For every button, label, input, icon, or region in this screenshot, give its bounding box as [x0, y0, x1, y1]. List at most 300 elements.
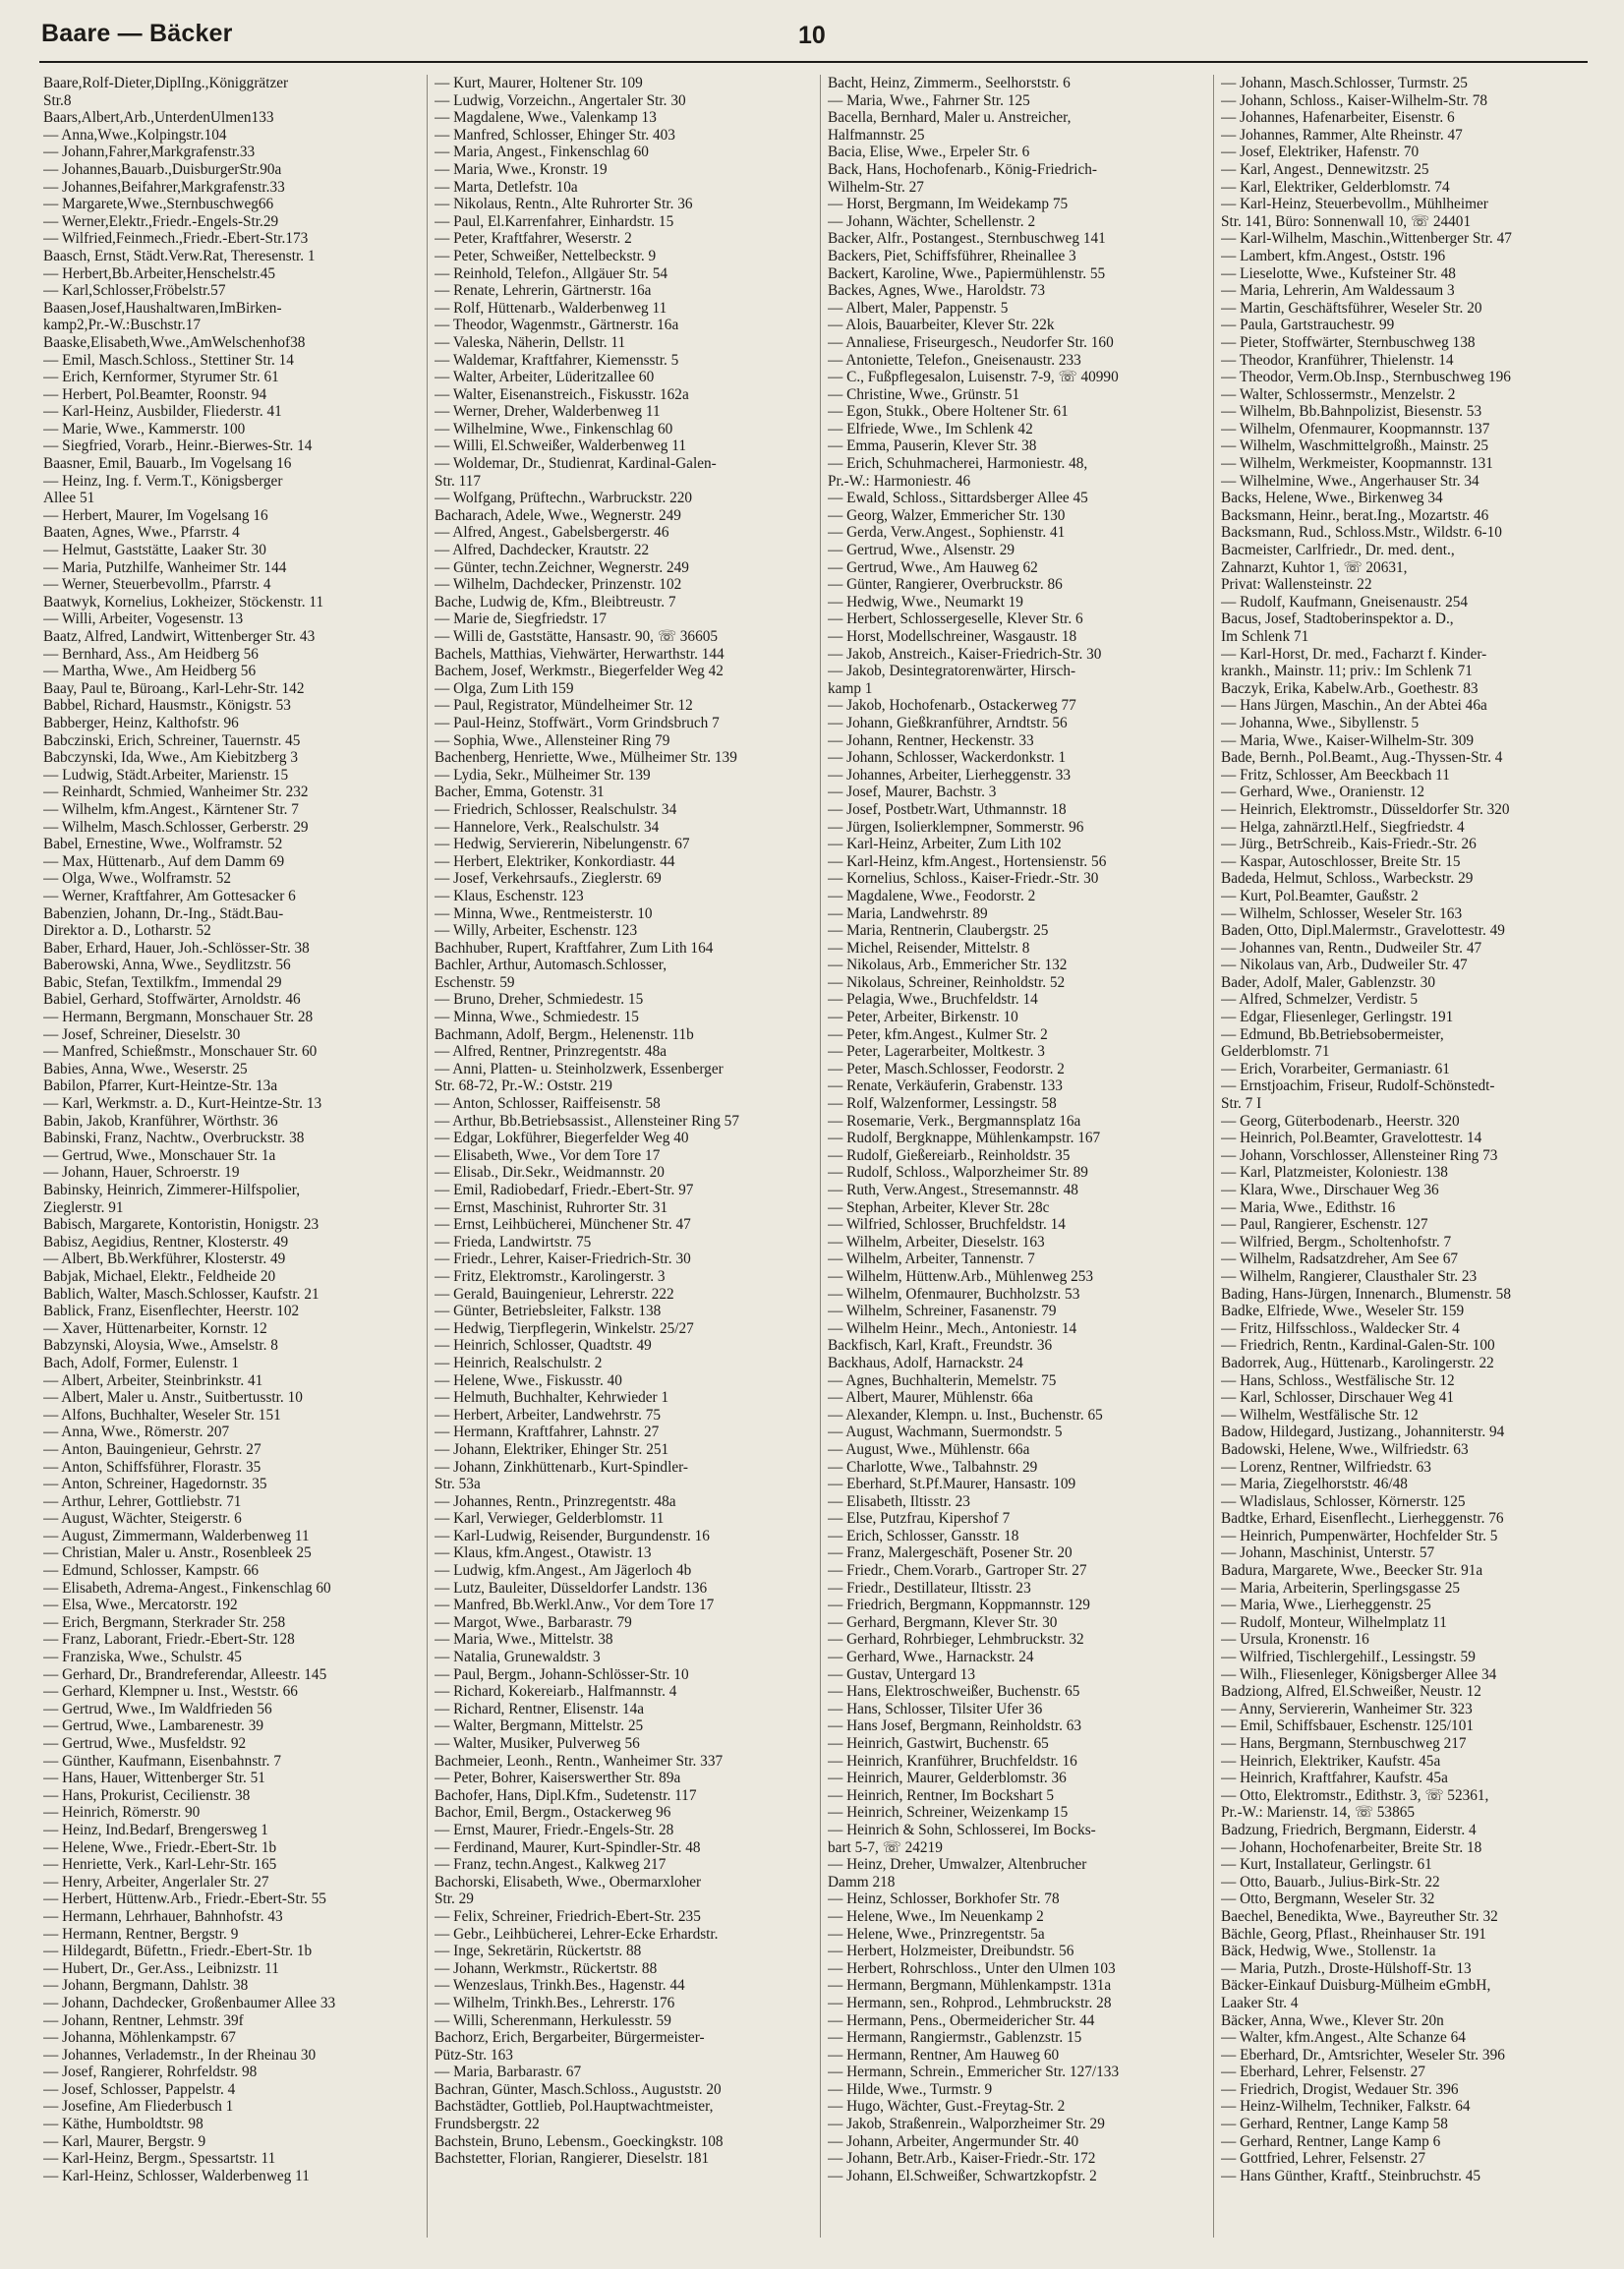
directory-entry-line: — Gerald, Bauingenieur, Lehrerstr. 222 [435, 1285, 674, 1303]
directory-entry-line: — C., Fußpflegesalon, Luisenstr. 7-9, ☏ 40990 [828, 369, 1119, 386]
directory-entry-line: — Christine, Wwe., Grünstr. 51 [828, 385, 1020, 403]
directory-entry-line: — Johannes,Bauarb.,DuisburgerStr.90a [43, 160, 282, 178]
directory-entry-line: Baaske,Elisabeth,Wwe.,AmWelschenhof38 [43, 333, 306, 351]
directory-entry-line: — Maria, Wwe., Kaiser-Wilhelm-Str. 309 [1221, 731, 1475, 749]
directory-entry-line: Bachran, Günter, Masch.Schloss., Auguststr. 20 [435, 2080, 722, 2098]
directory-entry-line: — Heinrich, Pol.Beamter, Gravelottestr. 14 [1221, 1130, 1482, 1147]
directory-entry-line: — Henriette, Verk., Karl-Lehr-Str. 165 [43, 1856, 277, 1874]
directory-entry-line: — Gertrud, Wwe., Musfeldstr. 92 [43, 1735, 247, 1752]
directory-entry-line: — Heinz-Wilhelm, Techniker, Falkstr. 64 [1221, 2098, 1471, 2116]
directory-entry-line: Bacmeister, Carlfriedr., Dr. med. dent., [1221, 542, 1455, 559]
directory-entry-line: — Heinz, Ind.Bedarf, Brengersweg 1 [43, 1821, 268, 1838]
directory-entry-line: Gelderblomstr. 71 [1221, 1043, 1330, 1061]
directory-entry-line: — Edgar, Lokführer, Biegerfelder Weg 40 [435, 1130, 689, 1147]
directory-entry-line: — Paul, Rangierer, Eschenstr. 127 [1221, 1216, 1428, 1234]
directory-entry-line: — Richard, Rentner, Elisenstr. 14a [435, 1700, 645, 1717]
directory-entry-line: — Alfred, Schmelzer, Verdistr. 5 [1221, 991, 1419, 1009]
directory-entry-line: — Erich, Schlosser, Gansstr. 18 [828, 1527, 1019, 1544]
directory-entry-line: — Johann, Schloss., Kaiser-Wilhelm-Str. 78 [1221, 91, 1487, 109]
directory-entry-line: — Maria, Ziegelhorststr. 46/48 [1221, 1476, 1408, 1493]
directory-entry-line: Baberowski, Anna, Wwe., Seydlitzstr. 56 [43, 957, 291, 974]
directory-entry-line: — Magdalene, Wwe., Feodorstr. 2 [828, 887, 1036, 904]
directory-entry-line: Badow, Hildegard, Justizang., Johanniterstr. 94 [1221, 1424, 1505, 1441]
directory-entry-line: — Bernhard, Ass., Am Heidberg 56 [43, 645, 259, 663]
directory-entry-line: Babisch, Margarete, Kontoristin, Honigstr. 23 [43, 1216, 319, 1234]
directory-entry-line: — Johann, Masch.Schlosser, Turmstr. 25 [1221, 75, 1468, 91]
directory-entry-line: — Ludwig, kfm.Angest., Am Jägerloch 4b [435, 1562, 692, 1580]
directory-entry-line: — Wilhelm, Westfälische Str. 12 [1221, 1406, 1419, 1424]
directory-entry-line: — Maria, Barbarastr. 67 [435, 2064, 582, 2081]
directory-entry-line: — Johann, Schlosser, Wackerdonkstr. 1 [828, 749, 1067, 767]
directory-entry-line: — Paul-Heinz, Stoffwärt., Vorm Grindsbruch 7 [435, 714, 720, 731]
directory-entry-line: Bachstetter, Florian, Rangierer, Dieselstr. 181 [435, 2150, 710, 2168]
directory-entry-line: — Karl-Ludwig, Reisender, Burgundenstr. 16 [435, 1527, 710, 1544]
directory-entry-line: — Gerhard, Klempner u. Inst., Weststr. 66 [43, 1683, 298, 1701]
directory-entry-line: — Heinz, Dreher, Umwalzer, Altenbrucher [828, 1856, 1087, 1874]
directory-entry-line: — Erich, Schuhmacherei, Harmoniestr. 48, [828, 455, 1088, 473]
directory-entry-line: Baber, Erhard, Hauer, Joh.-Schlösser-Str. 38 [43, 939, 310, 957]
directory-entry-line: — Wilhelm, Schlosser, Weseler Str. 163 [1221, 904, 1463, 922]
directory-entry-line: — Hubert, Dr., Ger.Ass., Leibnizstr. 11 [43, 1959, 279, 1977]
directory-entry-line: — Lambert, kfm.Angest., Oststr. 196 [1221, 247, 1446, 264]
directory-entry-line: Backert, Karoline, Wwe., Papiermühlenstr. 55 [828, 264, 1106, 282]
directory-entry-line: Str. 53a [435, 1476, 481, 1493]
directory-entry-line: — Annaliese, Friseurgesch., Neudorfer Str. 160 [828, 333, 1114, 351]
directory-entry-line: Backes, Agnes, Wwe., Haroldstr. 73 [828, 282, 1046, 300]
directory-entry-line: — Wilhelm, Schreiner, Fasanenstr. 79 [828, 1303, 1057, 1320]
column-divider [427, 75, 428, 2238]
directory-entry-line: — Peter, Kraftfahrer, Weserstr. 2 [435, 230, 632, 248]
directory-entry-line: — Jürg., BetrSchreib., Kais-Friedr.-Str. 26 [1221, 836, 1477, 853]
directory-entry-line: — Maria, Angest., Finkenschlag 60 [435, 144, 649, 161]
directory-entry-line: — Gottfried, Lehrer, Felsenstr. 27 [1221, 2150, 1425, 2168]
directory-entry-line: — Paul, Registrator, Mündelheimer Str. 12 [435, 697, 693, 715]
directory-entry-line: — Anton, Schreiner, Hagedornstr. 35 [43, 1476, 267, 1493]
directory-entry-line: Babczinski, Erich, Schreiner, Tauernstr. 45 [43, 731, 301, 749]
directory-entry-line: — Eberhard, Dr., Amtsrichter, Weseler Str. 396 [1221, 2046, 1505, 2064]
directory-entry-line: — Siegfried, Vorarb., Heinr.-Bierwes-Str. 14 [43, 437, 313, 455]
directory-column-2 [435, 75, 806, 2168]
directory-entry-line: — Günter, Betriebsleiter, Falkstr. 138 [435, 1303, 662, 1320]
directory-entry-line: Bacus, Josef, Stadtoberinspektor a. D., [1221, 611, 1454, 628]
directory-entry-line: — Wilhelm, kfm.Angest., Kärntener Str. 7 [43, 800, 299, 818]
directory-entry-line: Bacia, Elise, Wwe., Erpeler Str. 6 [828, 144, 1030, 161]
directory-entry-line: Bacher, Emma, Gotenstr. 31 [435, 784, 605, 801]
directory-entry-line: — Max, Hüttenarb., Auf dem Damm 69 [43, 852, 285, 870]
directory-entry-line: Im Schlenk 71 [1221, 628, 1309, 645]
directory-entry-line: Baechel, Benedikta, Wwe., Bayreuther Str. 32 [1221, 1907, 1498, 1925]
directory-entry-line: — Heinrich, Kraftfahrer, Kaufstr. 45a [1221, 1770, 1448, 1787]
directory-entry-line: — Anna,Wwe.,Kolpingstr.104 [43, 126, 227, 144]
directory-entry-line: — Anni, Platten- u. Steinholzwerk, Essenberger [435, 1060, 724, 1077]
directory-entry-line: — Wilhelm, Rangierer, Clausthaler Str. 23 [1221, 1267, 1478, 1285]
directory-entry-line: — Ernstjoachim, Friseur, Rudolf-Schönstedt- [1221, 1077, 1495, 1095]
directory-entry-line: — Herbert, Arbeiter, Landwehrstr. 75 [435, 1406, 662, 1424]
directory-entry-line: — Horst, Bergmann, Im Weidekamp 75 [828, 196, 1069, 213]
directory-entry-line: — Kurt, Maurer, Holtener Str. 109 [435, 75, 643, 91]
directory-entry-line: Bachhuber, Rupert, Kraftfahrer, Zum Lith 164 [435, 939, 714, 957]
directory-entry-line: — Friedr., Lehrer, Kaiser-Friedrich-Str. 30 [435, 1251, 691, 1268]
directory-entry-line: Bade, Bernh., Pol.Beamt., Aug.-Thyssen-Str. 4 [1221, 749, 1503, 767]
directory-entry-line: Backsmann, Heinr., berat.Ing., Mozartstr. 46 [1221, 506, 1489, 524]
directory-entry-line: — Anton, Schlosser, Raiffeisenstr. 58 [435, 1095, 661, 1113]
directory-entry-line: Bachenberg, Henriette, Wwe., Mülheimer Str. 139 [435, 749, 737, 767]
directory-entry-line: — Herbert, Hüttenw.Arb., Friedr.-Ebert-Str. 55 [43, 1891, 326, 1908]
directory-entry-line: — Hedwig, Wwe., Neumarkt 19 [828, 593, 1023, 611]
directory-entry-line: — Wladislaus, Schlosser, Körnerstr. 125 [1221, 1492, 1466, 1510]
directory-entry-line: — Johann, Gießkranführer, Arndtstr. 56 [828, 714, 1068, 731]
directory-entry-line: Babberger, Heinz, Kalthofstr. 96 [43, 714, 239, 731]
directory-entry-line: — Johann, Arbeiter, Angermunder Str. 40 [828, 2132, 1079, 2150]
directory-entry-line: — Hans, Schloss., Westfälische Str. 12 [1221, 1371, 1455, 1389]
directory-entry-line: — Renate, Lehrerin, Gärtnerstr. 16a [435, 282, 652, 300]
directory-entry-line: — Kurt, Installateur, Gerlingstr. 61 [1221, 1856, 1432, 1874]
directory-entry-line: — Heinrich, Römerstr. 90 [43, 1804, 201, 1822]
directory-entry-line: — Wilfried, Tischlergehilf., Lessingstr. 59 [1221, 1649, 1476, 1666]
directory-entry-line: — August, Zimmermann, Walderbenweg 11 [43, 1527, 310, 1544]
directory-entry-line: Bachmann, Adolf, Bergm., Helenenstr. 11b [435, 1025, 694, 1043]
directory-entry-line: — Herbert, Maurer, Im Vogelsang 16 [43, 506, 268, 524]
directory-entry-line: — Johannes,Beifahrer,Markgrafenstr.33 [43, 178, 285, 196]
directory-entry-line: Str. 117 [435, 472, 482, 490]
directory-entry-line: — Herbert,Bb.Arbeiter,Henschelstr.45 [43, 264, 275, 282]
directory-entry-line: Baczyk, Erika, Kabelw.Arb., Goethestr. 83 [1221, 679, 1479, 697]
directory-entry-line: — Manfred, Schlosser, Ehinger Str. 403 [435, 126, 675, 144]
directory-entry-line: — Lieselotte, Wwe., Kufsteiner Str. 48 [1221, 264, 1456, 282]
directory-entry-line: — Wilhelm, Hüttenw.Arb., Mühlenweg 253 [828, 1267, 1094, 1285]
directory-entry-line: — Henry, Arbeiter, Angerlaler Str. 27 [43, 1873, 269, 1891]
directory-entry-line: Backs, Helene, Wwe., Birkenweg 34 [1221, 490, 1443, 507]
directory-entry-line: Badzung, Friedrich, Bergmann, Eiderstr. 4 [1221, 1821, 1477, 1838]
directory-entry-line: — Johann, Werkmstr., Rückertstr. 88 [435, 1959, 658, 1977]
directory-entry-line: Babies, Anna, Wwe., Weserstr. 25 [43, 1060, 248, 1077]
directory-entry-line: — Peter, Bohrer, Kaiserswerther Str. 89a [435, 1770, 681, 1787]
directory-entry-line: — Josef, Elektriker, Hafenstr. 70 [1221, 144, 1420, 161]
directory-entry-line: — Hans Jürgen, Maschin., An der Abtei 46a [1221, 697, 1487, 715]
directory-entry-line: — Albert, Arbeiter, Steinbrinkstr. 41 [43, 1371, 263, 1389]
directory-entry-line: — Paul, Bergm., Johann-Schlösser-Str. 10 [435, 1665, 689, 1683]
directory-entry-line: — Wilhelm, Ofenmaurer, Buchholzstr. 53 [828, 1285, 1080, 1303]
directory-entry-line: — Hans Günther, Kraftf., Steinbruchstr. 45 [1221, 2167, 1481, 2184]
directory-entry-line: — Heinrich, Elektromstr., Düsseldorfer Str. 320 [1221, 800, 1510, 818]
directory-entry-line: — Heinrich, Maurer, Gelderblomstr. 36 [828, 1770, 1067, 1787]
directory-entry-line: Halfmannstr. 25 [828, 126, 925, 144]
directory-entry-line: — Else, Putzfrau, Kipershof 7 [828, 1510, 1011, 1528]
directory-entry-line: — Josef, Schlosser, Pappelstr. 4 [43, 2080, 236, 2098]
directory-entry-line: — Karl, Verwieger, Gelderblomstr. 11 [435, 1510, 665, 1528]
directory-entry-line: Bablick, Franz, Eisenflechter, Heerstr. 102 [43, 1303, 300, 1320]
directory-entry-line: — Hedwig, Tierpflegerin, Winkelstr. 25/27 [435, 1319, 694, 1337]
directory-entry-line: — Peter, Masch.Schlosser, Feodorstr. 2 [828, 1060, 1065, 1077]
directory-entry-line: — Gerhard, Dr., Brandreferendar, Alleestr. 145 [43, 1665, 327, 1683]
directory-entry-line: — Alfred, Dachdecker, Krautstr. 22 [435, 542, 650, 559]
directory-entry-line: Baatwyk, Kornelius, Lokheizer, Stöckenstr. 11 [43, 593, 324, 611]
directory-entry-line: — Franz, techn.Angest., Kalkweg 217 [435, 1856, 667, 1874]
directory-entry-line: — Eberhard, Lehrer, Felsenstr. 27 [1221, 2064, 1425, 2081]
directory-entry-line: Backsmann, Rud., Schloss.Mstr., Wildstr. 6-10 [1221, 524, 1502, 542]
directory-entry-line: — Wilhelm, Werkmeister, Koopmannstr. 131 [1221, 455, 1493, 473]
directory-entry-line: — Rudolf, Schloss., Walporzheimer Str. 89 [828, 1164, 1088, 1182]
directory-entry-line: — Erich, Kernformer, Styrumer Str. 61 [43, 369, 279, 386]
directory-entry-line: — Franziska, Wwe., Schulstr. 45 [43, 1649, 242, 1666]
directory-entry-line: Babin, Jakob, Kranführer, Wörthstr. 36 [43, 1112, 278, 1130]
directory-entry-line: — Gerhard, Bergmann, Klever Str. 30 [828, 1613, 1058, 1631]
directory-entry-line: — Hermann, Rangiermstr., Gablenzstr. 15 [828, 2029, 1082, 2047]
directory-entry-line: — Heinrich, Gastwirt, Buchenstr. 65 [828, 1735, 1049, 1752]
directory-entry-line: — Waldemar, Kraftfahrer, Kiemensstr. 5 [435, 351, 679, 369]
directory-entry-line: — Ruth, Verw.Angest., Stresemannstr. 48 [828, 1182, 1078, 1198]
directory-entry-line: — Wilhelmine, Wwe., Finkenschlag 60 [435, 420, 673, 437]
directory-entry-line: — Hans Josef, Bergmann, Reinholdstr. 63 [828, 1717, 1082, 1735]
directory-entry-line: Baasner, Emil, Bauarb., Im Vogelsang 16 [43, 455, 292, 473]
directory-entry-line: — Hermann, Bergmann, Mühlenkampstr. 131a [828, 1977, 1112, 1995]
directory-entry-line: — Heinrich & Sohn, Schlosserei, Im Bocks- [828, 1821, 1096, 1838]
directory-entry-line: — Wilfried, Bergm., Scholtenhofstr. 7 [1221, 1233, 1452, 1251]
directory-entry-line: kamp2,Pr.-W.:Buschstr.17 [43, 317, 202, 334]
directory-entry-line: — Emil, Schiffsbauer, Eschenstr. 125/101 [1221, 1717, 1474, 1735]
directory-entry-line: — Karl-Heinz, Bergm., Spessartstr. 11 [43, 2150, 276, 2168]
directory-entry-line: — Renate, Verkäuferin, Grabenstr. 133 [828, 1077, 1063, 1095]
directory-entry-line: — Johannes van, Rentn., Dudweiler Str. 47 [1221, 939, 1482, 957]
directory-entry-line: Baaten, Agnes, Wwe., Pfarrstr. 4 [43, 524, 240, 542]
column-divider [1213, 75, 1214, 2238]
directory-entry-line: — Johann, Vorschlosser, Allensteiner Ring 73 [1221, 1146, 1498, 1164]
directory-entry-line: — Willi, Arbeiter, Vogesenstr. 13 [43, 611, 244, 628]
directory-entry-line: — Felix, Schreiner, Friedrich-Ebert-Str. 235 [435, 1907, 701, 1925]
directory-entry-line: — Werner, Kraftfahrer, Am Gottesacker 6 [43, 887, 296, 904]
directory-entry-line: — Elisabeth, Wwe., Vor dem Tore 17 [435, 1146, 661, 1164]
directory-entry-line: Pr.-W.: Harmoniestr. 46 [828, 472, 971, 490]
directory-entry-line: — Marta, Detlefstr. 10a [435, 178, 578, 196]
directory-entry-line: — Hilde, Wwe., Turmstr. 9 [828, 2080, 993, 2098]
directory-entry-line: — Frieda, Landwirtstr. 75 [435, 1233, 592, 1251]
directory-entry-line: — Karl, Maurer, Bergstr. 9 [43, 2132, 206, 2150]
directory-entry-line: — Heinrich, Realschulstr. 2 [435, 1354, 603, 1371]
directory-entry-line: Bächle, Georg, Pflast., Rheinhauser Str. 191 [1221, 1925, 1486, 1943]
directory-entry-line: — Elsa, Wwe., Mercatorstr. 192 [43, 1597, 238, 1614]
directory-entry-line: — Nikolaus, Schreiner, Reinholdstr. 52 [828, 973, 1066, 991]
directory-entry-line: — Willi, Scherenmann, Herkulesstr. 59 [435, 2011, 671, 2029]
directory-entry-line: — Maria, Wwe., Edithstr. 16 [1221, 1198, 1396, 1216]
directory-entry-line: Bader, Adolf, Maler, Gablenzstr. 30 [1221, 973, 1435, 991]
directory-entry-line: — Johann, Maschinist, Unterstr. 57 [1221, 1544, 1435, 1562]
directory-entry-line: — Wilfried, Schlosser, Bruchfeldstr. 14 [828, 1216, 1066, 1234]
directory-entry-line: — Hermann, Kraftfahrer, Lahnstr. 27 [435, 1424, 660, 1441]
directory-entry-line: — Wilhelm, Arbeiter, Dieselstr. 163 [828, 1233, 1045, 1251]
directory-entry-line: — Hermann, Bergmann, Monschauer Str. 28 [43, 1009, 314, 1026]
directory-entry-line: — Heinrich, Kranführer, Bruchfeldstr. 16 [828, 1752, 1077, 1770]
directory-entry-line: — Nikolaus, Arb., Emmericher Str. 132 [828, 957, 1068, 974]
directory-entry-line: — Jakob, Anstreich., Kaiser-Friedrich-Str. 30 [828, 645, 1102, 663]
directory-entry-line: Bäcker-Einkauf Duisburg-Mülheim eGmbH, [1221, 1977, 1491, 1995]
directory-entry-line: — Wilhelm, Masch.Schlosser, Gerberstr. 29 [43, 818, 309, 836]
directory-entry-line: — Manfred, Schießmstr., Monschauer Str. 60 [43, 1043, 318, 1061]
directory-entry-line: — Hermann, Lehrhauer, Bahnhofstr. 43 [43, 1907, 283, 1925]
directory-entry-line: — Fritz, Elektromstr., Karolingerstr. 3 [435, 1267, 666, 1285]
directory-entry-line: — Johannes, Arbeiter, Lierheggenstr. 33 [828, 766, 1072, 784]
directory-entry-line: — Karl-Heinz, Ausbilder, Fliederstr. 41 [43, 403, 282, 421]
directory-entry-line: — Hermann, Pens., Obermeidericher Str. 44 [828, 2011, 1095, 2029]
directory-entry-line: Baars,Albert,Arb.,UnterdenUlmen133 [43, 109, 274, 127]
directory-entry-line: — Herbert, Rohrschloss., Unter den Ulmen 103 [828, 1959, 1116, 1977]
directory-entry-line: — Friedrich, Drogist, Wedauer Str. 396 [1221, 2080, 1459, 2098]
directory-entry-line: — Ewald, Schloss., Sittardsberger Allee 45 [828, 490, 1088, 507]
directory-entry-line: — Heinrich, Schlosser, Quadtstr. 49 [435, 1337, 652, 1355]
directory-entry-line: Allee 51 [43, 490, 95, 507]
directory-entry-line: — Christian, Maler u. Anstr., Rosenbleek 25 [43, 1544, 312, 1562]
directory-entry-line: — Hannelore, Verk., Realschulstr. 34 [435, 818, 660, 836]
directory-entry-line: — Friedrich, Bergmann, Koppmannstr. 129 [828, 1597, 1090, 1614]
directory-column-3 [828, 75, 1199, 2184]
directory-entry-line: — Stephan, Arbeiter, Klever Str. 28c [828, 1198, 1050, 1216]
directory-entry-line: — Rudolf, Gießereiarb., Reinholdstr. 35 [828, 1146, 1071, 1164]
directory-entry-line: — Hermann, Schrein., Emmericher Str. 127/133 [828, 2064, 1120, 2081]
directory-entry-line: — Karl-Heinz, Schlosser, Walderbenweg 11 [43, 2167, 310, 2184]
directory-entry-line: Bacht, Heinz, Zimmerm., Seelhorststr. 6 [828, 75, 1071, 91]
directory-entry-line: — Theodor, Kranführer, Thielenstr. 14 [1221, 351, 1454, 369]
directory-entry-line: — Heinz, Schlosser, Borkhofer Str. 78 [828, 1891, 1060, 1908]
directory-entry-line: — Alois, Bauarbeiter, Klever Str. 22k [828, 317, 1055, 334]
directory-entry-line: — Ludwig, Städt.Arbeiter, Marienstr. 15 [43, 766, 289, 784]
directory-entry-line: — Ursula, Kronenstr. 16 [1221, 1631, 1369, 1649]
directory-entry-line: — Hans, Bergmann, Sternbuschweg 217 [1221, 1735, 1467, 1752]
directory-entry-line: — Karl-Heinz, kfm.Angest., Hortensienstr. 56 [828, 852, 1107, 870]
directory-entry-line: — Rudolf, Kaufmann, Gneisenaustr. 254 [1221, 593, 1469, 611]
directory-entry-line: Badowski, Helene, Wwe., Wilfriedstr. 63 [1221, 1440, 1469, 1458]
directory-entry-line: — Karl,Schlosser,Fröbelstr.57 [43, 282, 226, 300]
directory-entry-line: — Gertrud, Wwe., Lambarenestr. 39 [43, 1717, 264, 1735]
directory-entry-line: — Günther, Kaufmann, Eisenbahnstr. 7 [43, 1752, 281, 1770]
directory-entry-line: — Alfons, Buchhalter, Weseler Str. 151 [43, 1406, 281, 1424]
directory-entry-line: — Karl-Heinz, Steuerbevollm., Mühlheimer [1221, 196, 1488, 213]
directory-entry-line: — August, Wächter, Steigerstr. 6 [43, 1510, 242, 1528]
directory-entry-line: — Klara, Wwe., Dirschauer Weg 36 [1221, 1182, 1439, 1198]
directory-entry-line: — Walter, Schlossermstr., Menzelstr. 2 [1221, 385, 1456, 403]
directory-entry-line: Baatz, Alfred, Landwirt, Wittenberger Str. 43 [43, 628, 316, 645]
directory-entry-line: bart 5-7, ☏ 24219 [828, 1838, 943, 1856]
directory-entry-line: — Peter, Arbeiter, Birkenstr. 10 [828, 1009, 1018, 1026]
directory-entry-line: — Willi de, Gaststätte, Hansastr. 90, ☏ 36605 [435, 628, 719, 645]
directory-entry-line: Babisz, Aegidius, Rentner, Klosterstr. 49 [43, 1233, 289, 1251]
directory-entry-line: Badeda, Helmut, Schloss., Warbeckstr. 29 [1221, 870, 1474, 888]
directory-entry-line: — Johann, Elektriker, Ehinger Str. 251 [435, 1440, 669, 1458]
directory-entry-line: Backer, Alfr., Postangest., Sternbuschweg 141 [828, 230, 1106, 248]
directory-entry-line: Bäck, Hedwig, Wwe., Stollenstr. 1a [1221, 1943, 1436, 1960]
directory-entry-line: — Wenzeslaus, Trinkh.Bes., Hagenstr. 44 [435, 1977, 685, 1995]
directory-entry-line: — Otto, Elektromstr., Edithstr. 3, ☏ 52361, [1221, 1786, 1489, 1804]
directory-entry-line: Eschenstr. 59 [435, 973, 515, 991]
directory-entry-line: — Reinhardt, Schmied, Wanheimer Str. 232 [43, 784, 309, 801]
directory-entry-line: — Otto, Bauarb., Julius-Birk-Str. 22 [1221, 1873, 1440, 1891]
directory-entry-line: Frundsbergstr. 22 [435, 2116, 540, 2133]
directory-entry-line: — Karl, Schlosser, Dirschauer Weg 41 [1221, 1389, 1455, 1407]
directory-entry-line: Bablich, Walter, Masch.Schlosser, Kaufstr. 21 [43, 1285, 319, 1303]
directory-entry-line: — Helene, Wwe., Fiskusstr. 40 [435, 1371, 622, 1389]
directory-entry-line: Bachels, Matthias, Viehwärter, Herwarthstr. 144 [435, 645, 725, 663]
directory-entry-line: — Karl-Wilhelm, Maschin.,Wittenberger Str. 47 [1221, 230, 1512, 248]
directory-entry-line: — Wilh., Fliesenleger, Königsberger Allee 34 [1221, 1665, 1497, 1683]
directory-entry-line: — Otto, Bergmann, Weseler Str. 32 [1221, 1891, 1435, 1908]
directory-entry-line: — Martha, Wwe., Am Heidberg 56 [43, 663, 257, 680]
directory-entry-line: krankh., Mainstr. 11; priv.: Im Schlenk 71 [1221, 663, 1473, 680]
directory-entry-line: — Arthur, Bb.Betriebsassist., Allensteiner Ring 57 [435, 1112, 739, 1130]
directory-entry-line: Str. 7 I [1221, 1095, 1262, 1113]
directory-entry-line: — Werner, Dreher, Walderbenweg 11 [435, 403, 661, 421]
directory-entry-line: — Wilhelm, Arbeiter, Tannenstr. 7 [828, 1251, 1035, 1268]
directory-entry-line: — Wilhelm, Radsatzdreher, Am See 67 [1221, 1251, 1459, 1268]
directory-entry-line: Bache, Ludwig de, Kfm., Bleibtreustr. 7 [435, 593, 676, 611]
directory-entry-line: — Karl-Heinz, Arbeiter, Zum Lith 102 [828, 836, 1062, 853]
directory-entry-line: — Xaver, Hüttenarbeiter, Kornstr. 12 [43, 1319, 267, 1337]
directory-entry-line: — Gerhard, Rentner, Lange Kamp 6 [1221, 2132, 1441, 2150]
directory-entry-line: Bäcker, Anna, Wwe., Klever Str. 20n [1221, 2011, 1444, 2029]
directory-entry-line: — Johann, Rentner, Heckenstr. 33 [828, 731, 1034, 749]
directory-entry-line: — Herbert, Holzmeister, Dreibundstr. 56 [828, 1943, 1074, 1960]
directory-entry-line: — Helmut, Gaststätte, Laaker Str. 30 [43, 542, 266, 559]
directory-entry-line: — Friedr., Chem.Vorarb., Gartroper Str. 27 [828, 1562, 1087, 1580]
directory-entry-line: — Franz, Malergeschäft, Posener Str. 20 [828, 1544, 1073, 1562]
directory-entry-line: — Walter, kfm.Angest., Alte Schanze 64 [1221, 2029, 1466, 2047]
directory-entry-line: — Ernst, Leihbücherei, Münchener Str. 47 [435, 1216, 691, 1234]
directory-entry-line: Babel, Ernestine, Wwe., Wolframstr. 52 [43, 836, 283, 853]
directory-entry-line: — Helene, Wwe., Im Neuenkamp 2 [828, 1907, 1044, 1925]
directory-entry-line: — Anton, Schiffsführer, Florastr. 35 [43, 1458, 261, 1476]
directory-entry-line: — Theodor, Wagenmstr., Gärtnerstr. 16a [435, 317, 679, 334]
directory-entry-line: Bading, Hans-Jürgen, Innenarch., Blumenstr. 58 [1221, 1285, 1511, 1303]
directory-entry-line: — Edgar, Fliesenleger, Gerlingstr. 191 [1221, 1009, 1454, 1026]
directory-entry-line: — Ernst, Maschinist, Ruhrorter Str. 31 [435, 1198, 668, 1216]
directory-entry-line: Bacharach, Adele, Wwe., Wegnerstr. 249 [435, 506, 681, 524]
directory-entry-line: — Karl-Horst, Dr. med., Facharzt f. Kinder- [1221, 645, 1487, 663]
directory-entry-line: — Alfred, Angest., Gabelsbergerstr. 46 [435, 524, 669, 542]
directory-entry-line: — Elisabeth, Iltisstr. 23 [828, 1492, 970, 1510]
directory-entry-line: — Gerhard, Wwe., Harnackstr. 24 [828, 1649, 1034, 1666]
directory-entry-line: Bachler, Arthur, Automasch.Schlosser, [435, 957, 667, 974]
directory-entry-line: Backers, Piet, Schiffsführer, Rheinallee 3 [828, 247, 1076, 264]
directory-entry-line: — Herbert, Schlossergeselle, Klever Str. 6 [828, 611, 1083, 628]
directory-entry-line: — Friedrich, Rentn., Kardinal-Galen-Str. 100 [1221, 1337, 1495, 1355]
directory-entry-line: — Walter, Bergmann, Mittelstr. 25 [435, 1717, 644, 1735]
directory-entry-line: — Alfred, Rentner, Prinzregentstr. 48a [435, 1043, 667, 1061]
directory-entry-line: — Sophia, Wwe., Allensteiner Ring 79 [435, 731, 670, 749]
directory-entry-line: — Nikolaus van, Arb., Dudweiler Str. 47 [1221, 957, 1468, 974]
directory-entry-line: — Charlotte, Wwe., Talbahnstr. 29 [828, 1458, 1038, 1476]
directory-entry-line: — Jakob, Hochofenarb., Ostackerweg 77 [828, 697, 1076, 715]
directory-entry-line: — Hans, Prokurist, Cecilienstr. 38 [43, 1786, 251, 1804]
directory-entry-line: — Günter, Rangierer, Overbruckstr. 86 [828, 576, 1063, 594]
directory-entry-line: — Martin, Geschäftsführer, Weseler Str. 20 [1221, 299, 1482, 317]
directory-entry-line: — Heinrich, Rentner, Im Bockshart 5 [828, 1786, 1055, 1804]
directory-entry-line: — Natalia, Grunewaldstr. 3 [435, 1649, 601, 1666]
directory-entry-line: Back, Hans, Hochofenarb., König-Friedrich- [828, 160, 1097, 178]
directory-entry-line: Badorrek, Aug., Hüttenarb., Karolingerstr. 22 [1221, 1354, 1494, 1371]
directory-entry-line: — Helene, Wwe., Prinzregentstr. 5a [828, 1925, 1045, 1943]
directory-entry-line: — Helga, zahnärztl.Helf., Siegfriedstr. 4 [1221, 818, 1465, 836]
directory-entry-line: — Wilhelm, Dachdecker, Prinzenstr. 102 [435, 576, 682, 594]
directory-entry-line: — Käthe, Humboldtstr. 98 [43, 2116, 203, 2133]
directory-entry-line: — Wilhelm, Bb.Bahnpolizist, Biesenstr. 53 [1221, 403, 1482, 421]
directory-entry-line: Bachofer, Hans, Dipl.Kfm., Sudetenstr. 117 [435, 1786, 697, 1804]
directory-entry-line: Str. 68-72, Pr.-W.: Oststr. 219 [435, 1077, 612, 1095]
directory-entry-line: — Helene, Wwe., Friedr.-Ebert-Str. 1b [43, 1838, 277, 1856]
directory-entry-line: — Albert, Maler u. Anstr., Suitbertusstr. 10 [43, 1389, 303, 1407]
directory-entry-line: Str.8 [43, 91, 72, 109]
directory-entry-line: — Olga, Wwe., Wolframstr. 52 [43, 870, 232, 888]
directory-entry-line: Str. 141, Büro: Sonnenwall 10, ☏ 24401 [1221, 212, 1472, 230]
directory-entry-line: — Herbert, Elektriker, Konkordiastr. 44 [435, 852, 675, 870]
directory-entry-line: — Ernst, Maurer, Friedr.-Engels-Str. 28 [435, 1821, 674, 1838]
directory-entry-line: — Peter, Lagerarbeiter, Moltkestr. 3 [828, 1043, 1045, 1061]
